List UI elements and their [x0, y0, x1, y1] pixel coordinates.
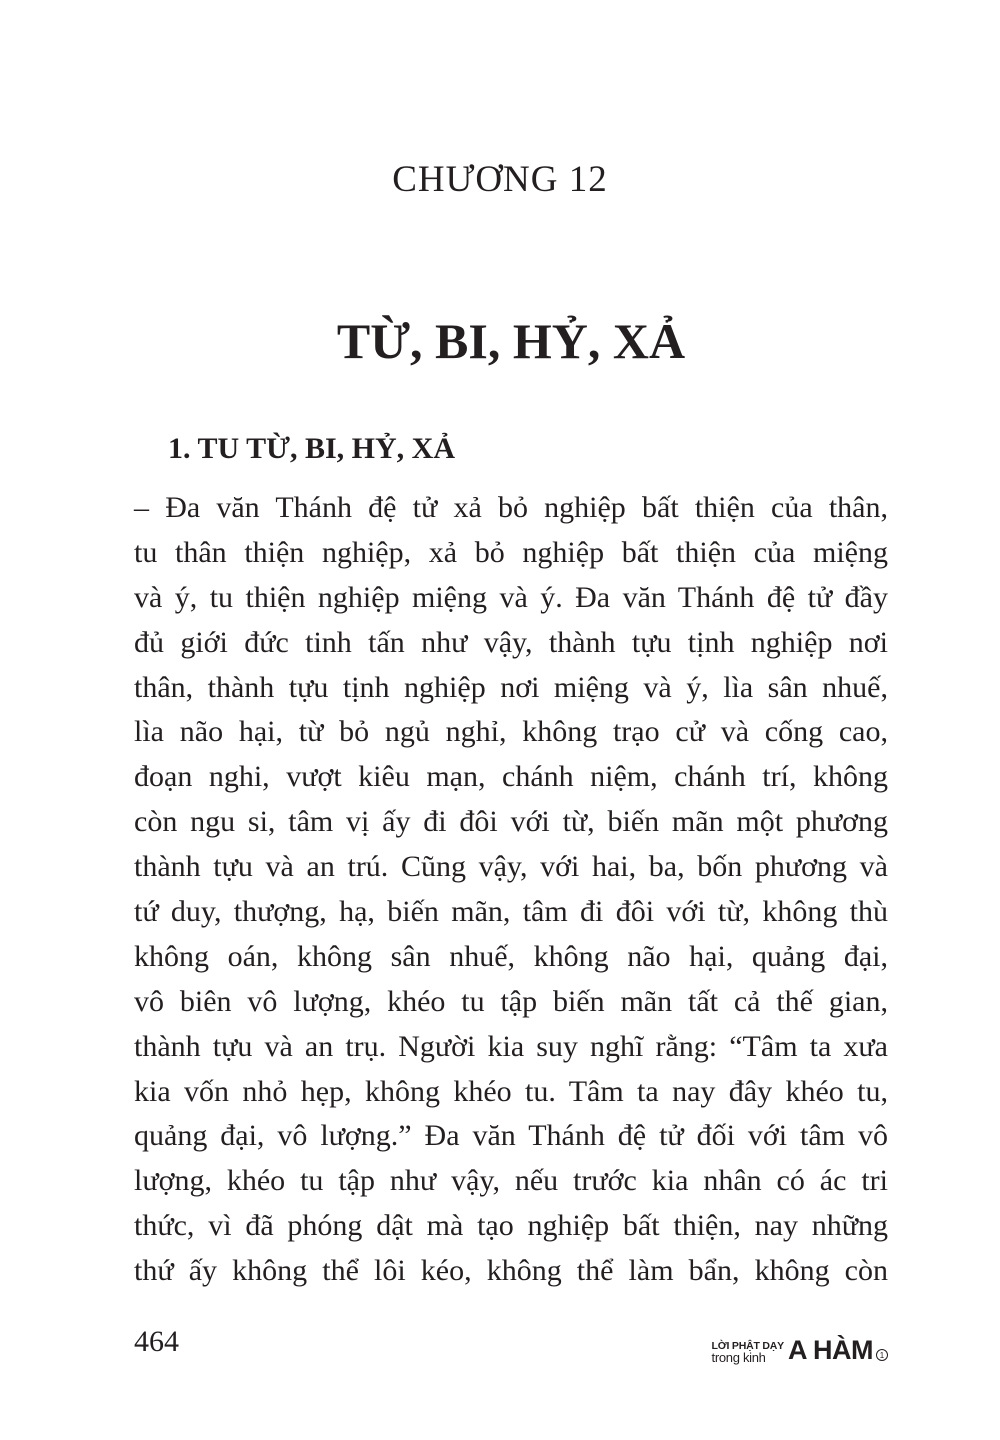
- body-line: kia vốn nhỏ hẹp, không khéo tu. Tâm ta nay đây khéo tu,: [134, 1074, 888, 1108]
- chapter-label: CHƯƠNG 12: [392, 159, 608, 200]
- body-line: thứ ấy không thể lôi kéo, không thể làm bẩn, không còn: [134, 1254, 888, 1288]
- chapter-title: TỪ, BI, HỶ, XẢ: [336, 313, 686, 369]
- logo-bottom-text: trong kinh: [711, 1350, 766, 1365]
- body-line: đủ giới đức tinh tấn như vậy, thành tựu tịnh nghiệp nơi: [134, 625, 888, 659]
- body-line: quảng đại, vô lượng.” Đa văn Thánh đệ tử đối với tâm vô: [134, 1119, 888, 1153]
- body-line: thân, thành tựu tịnh nghiệp nơi miệng và ý, lìa sân nhuế,: [134, 670, 888, 704]
- page-number: 464: [134, 1325, 179, 1358]
- body-line: tứ duy, thượng, hạ, biến mãn, tâm đi đôi với từ, không thù: [134, 895, 888, 929]
- body-line: tu thân thiện nghiệp, xả bỏ nghiệp bất thiện của miệng: [134, 535, 888, 569]
- body-line: – Đa văn Thánh đệ tử xả bỏ nghiệp bất thiện của thân,: [134, 491, 888, 524]
- logo-main-text: A HÀM: [788, 1335, 873, 1365]
- body-line: vô biên vô lượng, khéo tu tập biến mãn tất cả thế gian,: [134, 984, 888, 1018]
- section-heading: 1. TU TỪ, BI, HỶ, XẢ: [168, 432, 455, 465]
- body-line: còn ngu si, tâm vị ấy đi đôi với từ, biến mãn một phương: [134, 805, 888, 839]
- body-line: không oán, không sân nhuế, không não hại, quảng đại,: [134, 939, 888, 973]
- body-line: thức, vì đã phóng dật mà tạo nghiệp bất thiện, nay những: [134, 1209, 888, 1243]
- logo-small-text: [712, 1341, 784, 1365]
- body-paragraph: [134, 486, 888, 1294]
- book-series-logo: [712, 1330, 888, 1364]
- body-line: lượng, khéo tu tập như vậy, nếu trước kia nhân có ác tri: [134, 1164, 888, 1198]
- body-line: thành tựu và an trú. Cũng vậy, với hai, ba, bốn phương và: [134, 850, 888, 884]
- body-line: và ý, tu thiện nghiệp miệng và ý. Đa văn Thánh đệ tử đầy: [134, 580, 888, 614]
- body-line: thành tựu và an trụ. Người kia suy nghĩ rằng: “Tâm ta xưa: [134, 1029, 888, 1063]
- volume-badge: 1: [876, 1349, 888, 1361]
- body-line: lìa não hại, từ bỏ ngủ nghỉ, không trạo cử và cống cao,: [134, 715, 888, 749]
- logo-top-text: LỜI PHẬT DẠY: [711, 1339, 784, 1352]
- body-line: đoạn nghi, vượt kiêu mạn, chánh niệm, chánh trí, không: [134, 760, 888, 794]
